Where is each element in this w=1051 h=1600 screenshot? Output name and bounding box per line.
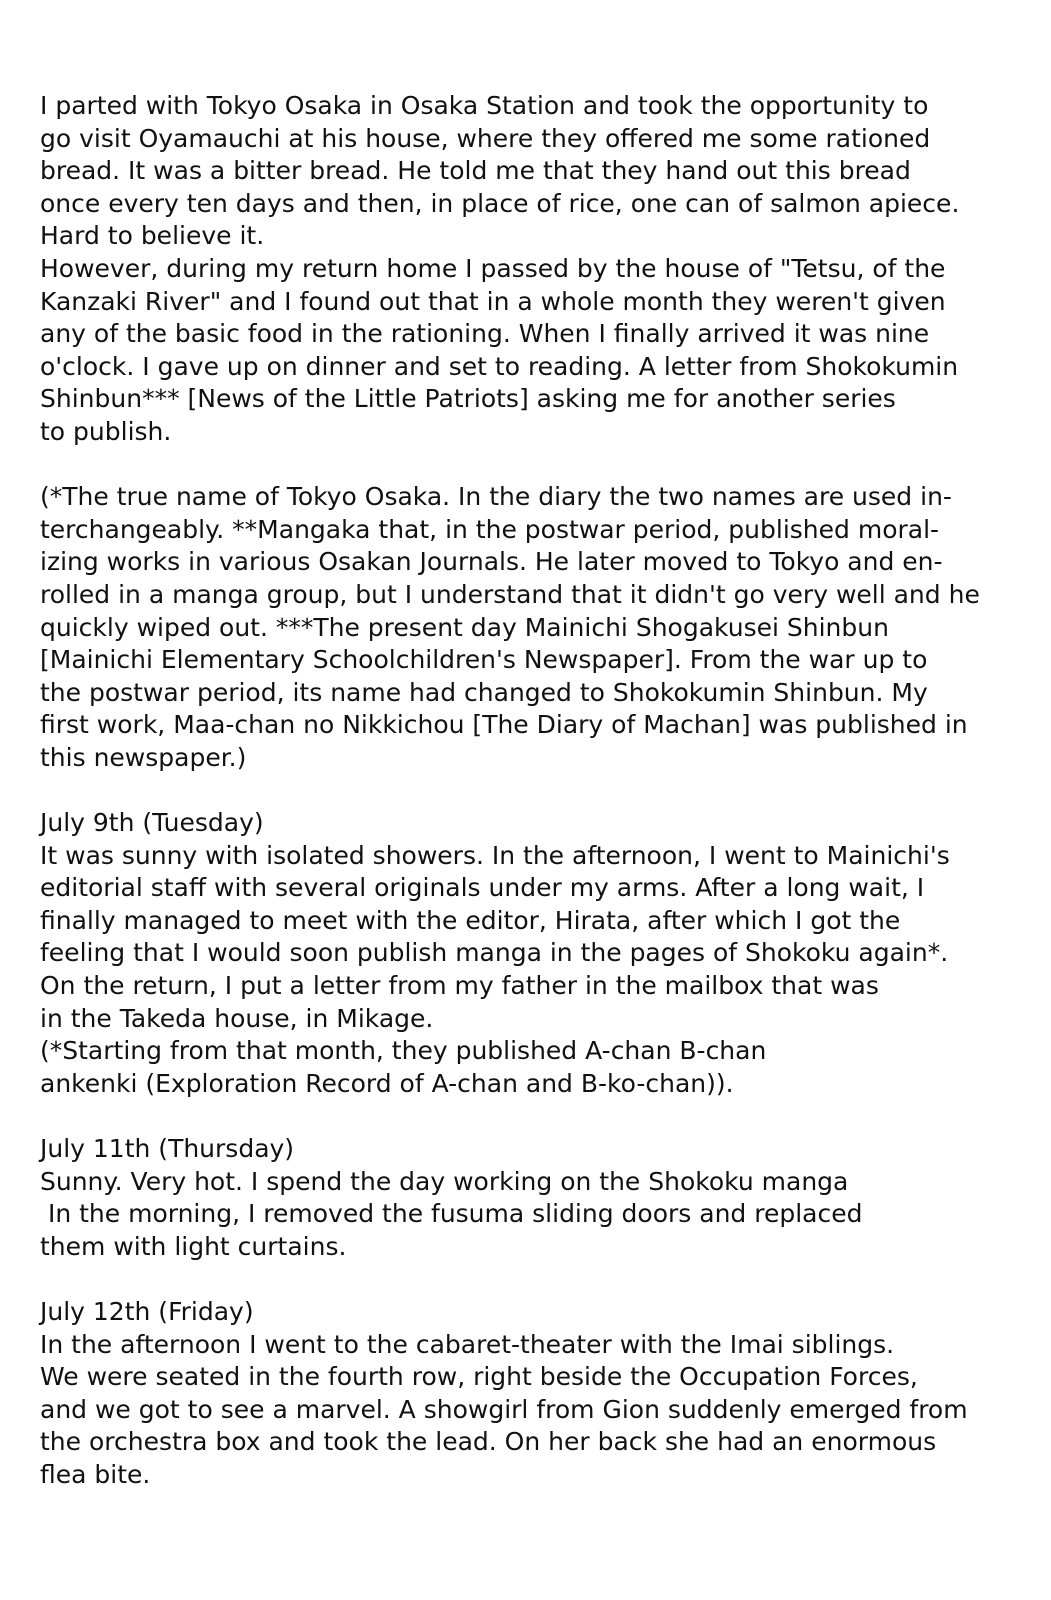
text-line: and we got to see a marvel. A showgirl from Gion suddenly emerged from xyxy=(40,1394,968,1424)
text-line: Sunny. Very hot. I spend the day working on the Shokoku manga xyxy=(40,1166,849,1196)
text-line: editorial staff with several originals under my arms. After a long wait, I xyxy=(40,873,925,903)
text-line: feeling that I would soon publish manga in the pages of Shokoku again*. xyxy=(40,938,949,968)
text-line: once every ten days and then, in place of rice, one can of salmon apiece. xyxy=(40,188,960,218)
text-line: We were seated in the fourth row, right beside the Occupation Forces, xyxy=(40,1362,918,1392)
paragraph-gap xyxy=(40,774,1020,807)
text-line: Kanzaki River" and I found out that in a whole month they weren't given xyxy=(40,286,946,316)
entry-date: July 11th (Thursday) xyxy=(40,1134,295,1163)
text-line: In the afternoon I went to the cabaret-theater with the Imai siblings. xyxy=(40,1329,895,1359)
diary-page xyxy=(40,90,1020,1492)
text-line: In the morning, I removed the fusuma sliding doors and replaced xyxy=(40,1199,863,1229)
text-line: them with light curtains. xyxy=(40,1231,347,1261)
text-line: rolled in a manga group, but I understand that it didn't go very well and he xyxy=(40,579,980,609)
text-line: first work, Maa-chan no Nikkichou [The Diary of Machan] was published in xyxy=(40,710,968,740)
text-line: ankenki (Exploration Record of A-chan and B-ko-chan)). xyxy=(40,1068,734,1098)
diary-entry-july-12 xyxy=(40,1296,1020,1492)
diary-entry-july-9 xyxy=(40,807,1020,1100)
text-line: I parted with Tokyo Osaka in Osaka Station and took the opportunity to xyxy=(40,91,929,120)
text-line: the postwar period, its name had changed to Shokokumin Shinbun. My xyxy=(40,677,928,707)
text-line: flea bite. xyxy=(40,1459,151,1489)
text-line: quickly wiped out. ***The present day Mainichi Shogakusei Shinbun xyxy=(40,612,889,642)
text-line: finally managed to meet with the editor, Hirata, after which I got the xyxy=(40,905,901,935)
text-line: [Mainichi Elementary Schoolchildren's Newspaper]. From the war up to xyxy=(40,645,928,675)
text-line: bread. It was a bitter bread. He told me that they hand out this bread xyxy=(40,156,911,186)
text-line: the orchestra box and took the lead. On her back she had an enormous xyxy=(40,1427,937,1457)
text-line: Hard to believe it. xyxy=(40,221,265,251)
text-line: go visit Oyamauchi at his house, where they offered me some rationed xyxy=(40,123,931,153)
paragraph-gap xyxy=(40,1263,1020,1296)
text-line: this newspaper.) xyxy=(40,742,247,772)
text-line: o'clock. I gave up on dinner and set to reading. A letter from Shokokumin xyxy=(40,351,959,381)
text-line: in the Takeda house, in Mikage. xyxy=(40,1003,434,1033)
text-line: It was sunny with isolated showers. In the afternoon, I went to Mainichi's xyxy=(40,840,950,870)
entry-date: July 12th (Friday) xyxy=(40,1296,254,1326)
text-line: terchangeably. **Mangaka that, in the postwar period, published moral- xyxy=(40,514,940,544)
text-line: any of the basic food in the rationing. When I finally arrived it was nine xyxy=(40,319,930,349)
text-line: However, during my return home I passed by the house of "Tetsu, of the xyxy=(40,253,946,283)
paragraph-gap xyxy=(40,1100,1020,1133)
text-line: izing works in various Osakan Journals. He later moved to Tokyo and en- xyxy=(40,547,943,577)
text-line: On the return, I put a letter from my father in the mailbox that was xyxy=(40,971,879,1001)
entry-date: July 9th (Tuesday) xyxy=(40,808,264,838)
paragraph-gap xyxy=(40,449,1020,482)
diary-entry-july-11 xyxy=(40,1133,1020,1263)
paragraph-osaka-visit xyxy=(40,90,1020,449)
text-line: (*The true name of Tokyo Osaka. In the diary the two names are used in- xyxy=(40,482,952,512)
text-line: to publish. xyxy=(40,416,172,446)
text-line: Shinbun*** [News of the Little Patriots] asking me for another series xyxy=(40,384,896,414)
paragraph-footnotes xyxy=(40,481,1020,774)
text-line: (*Starting from that month, they published A-chan B-chan xyxy=(40,1036,767,1066)
